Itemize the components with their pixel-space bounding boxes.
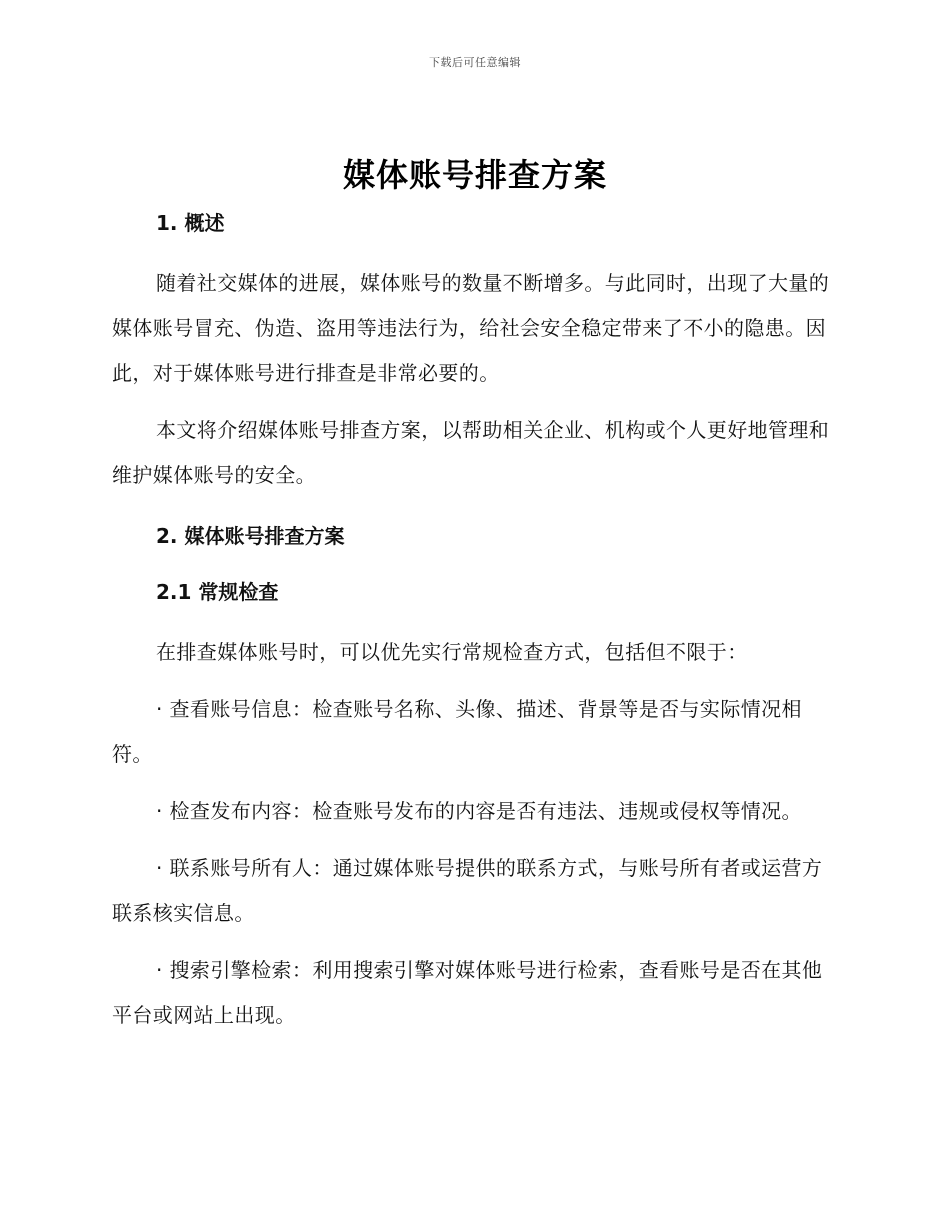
- section-heading-routine-check: 2.1 常规检查: [156, 580, 279, 604]
- header-note: 下载后可任意编辑: [429, 56, 521, 69]
- section-heading-plan: 2. 媒体账号排查方案: [156, 524, 345, 548]
- bullet-published-content: · 检查发布内容：检查账号发布的内容是否有违法、违规或侵权等情况。: [156, 799, 802, 823]
- paragraph-overview-1: 随着社交媒体的进展，媒体账号的数量不断增多。与此同时，出现了大量的媒体账号冒充、伪造、盗用等违法行为，给社会安全稳定带来了不小的隐患。因此，对于媒体账号进行排查是非常必要的。: [112, 271, 830, 385]
- bullet-contact-owner: · 联系账号所有人：通过媒体账号提供的联系方式，与账号所有者或运营方联系核实信息。: [112, 856, 823, 925]
- paragraph-routine-intro: 在排查媒体账号时，可以优先实行常规检查方式，包括但不限于：: [156, 640, 748, 664]
- bullet-account-info: · 查看账号信息：检查账号名称、头像、描述、背景等是否与实际情况相符。: [112, 697, 802, 766]
- document-body: [112, 205, 832, 1038]
- section-heading-overview: 1. 概述: [156, 211, 225, 235]
- bullet-search-engine: · 搜索引擎检索：利用搜索引擎对媒体账号进行检索，查看账号是否在其他平台或网站上出现。: [112, 958, 823, 1027]
- page-title: 媒体账号排查方案: [342, 156, 607, 194]
- paragraph-overview-2: 本文将介绍媒体账号排查方案，以帮助相关企业、机构或个人更好地管理和维护媒体账号的安全。: [112, 418, 830, 487]
